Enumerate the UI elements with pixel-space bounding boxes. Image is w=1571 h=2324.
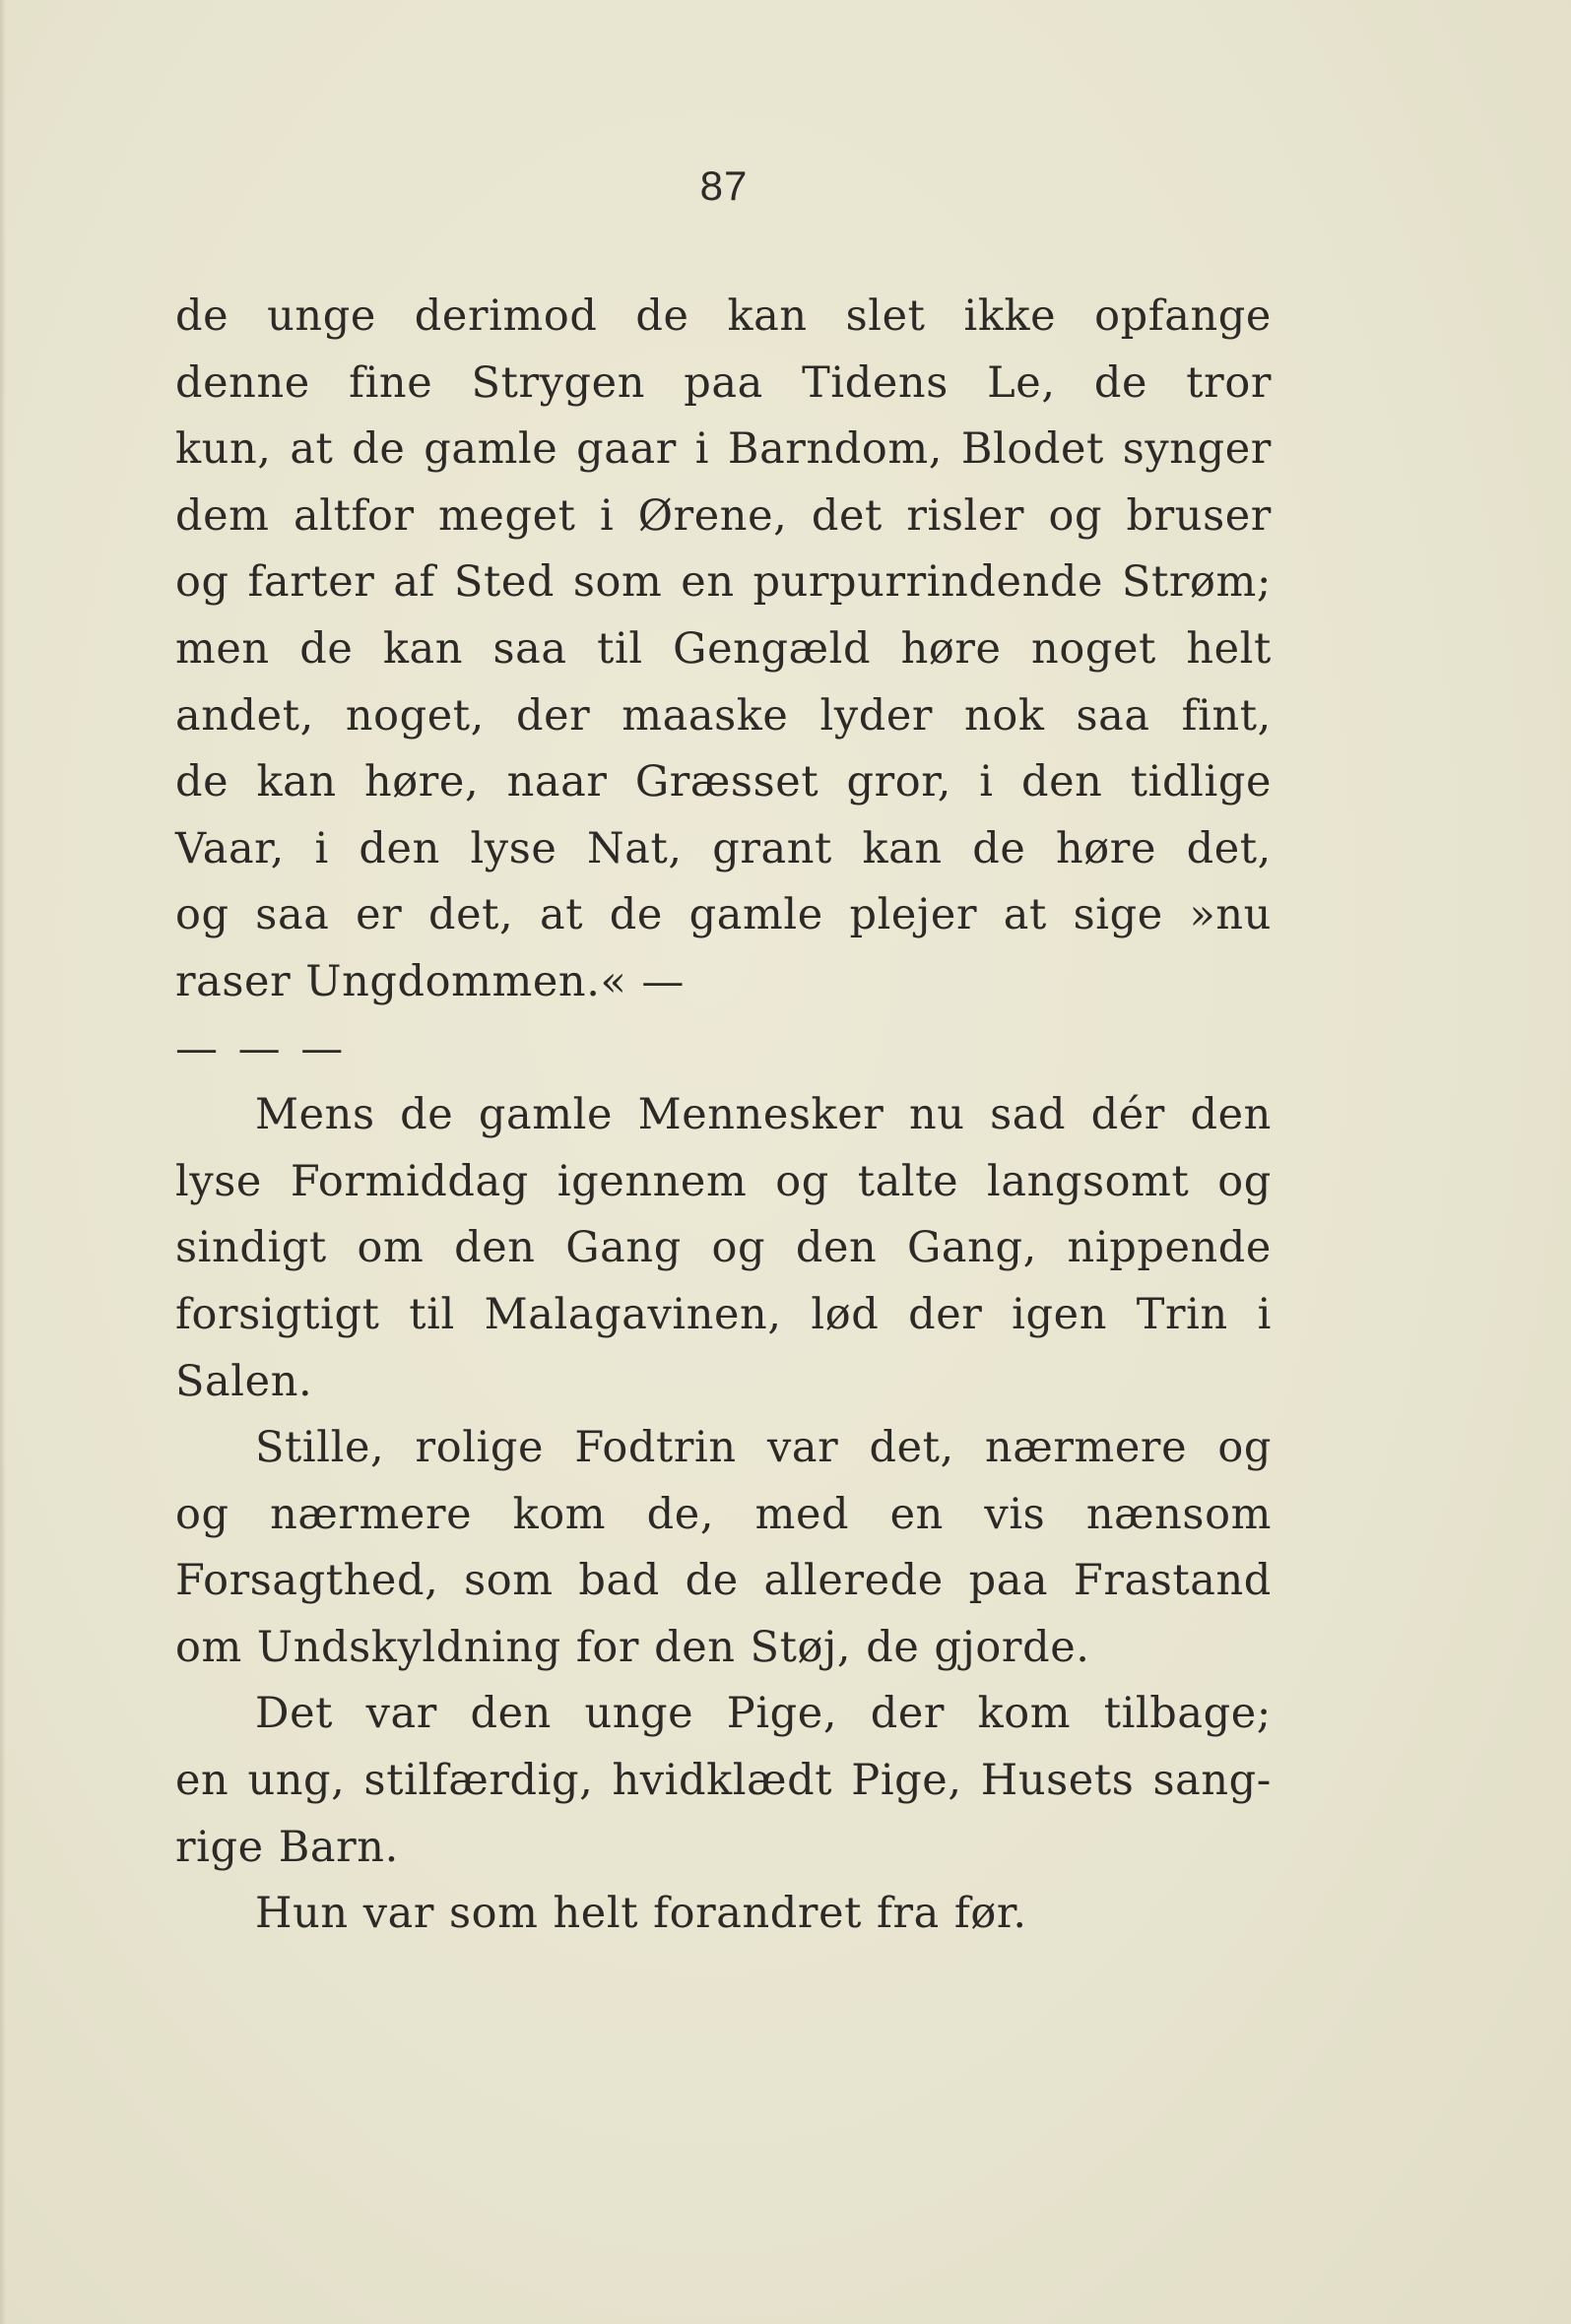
word: gamle [688, 890, 823, 940]
word: kan [382, 623, 464, 674]
text-line [175, 1881, 1272, 1948]
word: ikke [963, 291, 1057, 341]
word: som [448, 1889, 539, 1939]
word: kun, [175, 424, 272, 475]
word: Gengæld [673, 623, 872, 674]
word: dér [1090, 1090, 1165, 1140]
word: nærmere [985, 1423, 1188, 1473]
word: noget [1031, 623, 1156, 674]
word: risler [906, 490, 1025, 541]
word: vis [984, 1489, 1046, 1539]
word: forsigtigt [175, 1289, 380, 1339]
word: denne [175, 357, 310, 408]
word: slet [845, 291, 926, 341]
word: den [359, 823, 440, 873]
word: som [572, 557, 663, 608]
word: — [175, 1023, 219, 1073]
text-line [175, 882, 1272, 949]
word: de, [646, 1489, 715, 1539]
word: og [775, 1156, 829, 1206]
word: at [1003, 890, 1047, 940]
word: tidlige [1130, 757, 1272, 807]
word: Husets [980, 1756, 1135, 1806]
word: helt [1186, 623, 1272, 674]
word: i [694, 424, 710, 475]
word: nærmere [270, 1489, 473, 1539]
word: i [979, 757, 994, 807]
word: og [175, 1489, 229, 1539]
word: allerede [763, 1556, 944, 1606]
word: den [654, 1622, 736, 1672]
text-line [175, 417, 1272, 484]
word: Støj, [750, 1622, 852, 1672]
word: Tidens [802, 357, 949, 408]
word: var [766, 1423, 839, 1473]
word: — [237, 1023, 282, 1073]
word: Sted [453, 557, 556, 608]
word: der [908, 1289, 983, 1339]
text-line [175, 949, 1272, 1016]
word: andet, [175, 690, 314, 741]
word: talte [857, 1156, 959, 1206]
word: rige [175, 1822, 264, 1872]
word: bruser [1126, 490, 1272, 541]
word: det [811, 490, 883, 541]
word: høre [1056, 823, 1157, 873]
word: — [300, 1023, 344, 1073]
word: Mens [255, 1090, 375, 1140]
word: den [454, 1223, 536, 1273]
word: om [357, 1223, 425, 1273]
word: Ørene, [637, 490, 788, 541]
word: og [1217, 1423, 1272, 1473]
text-line [175, 1282, 1272, 1349]
text-line [175, 1149, 1272, 1216]
word: saa [1076, 690, 1150, 741]
word: derimod [414, 291, 598, 341]
word: og [711, 1223, 766, 1273]
word: fine [349, 357, 433, 408]
word: paa [684, 357, 763, 408]
word: men [175, 623, 270, 674]
word: lød [811, 1289, 880, 1339]
word: Nat, [587, 823, 683, 873]
word: om [175, 1622, 242, 1672]
text-line [175, 1815, 1272, 1882]
word: med [754, 1489, 850, 1539]
text-line [175, 1415, 1272, 1482]
word: synger [1122, 424, 1272, 475]
text-line [175, 1748, 1272, 1815]
word: kan [862, 823, 943, 873]
word: Gang [565, 1223, 682, 1273]
word: unge [267, 291, 376, 341]
word: høre [900, 623, 1002, 674]
word: tror [1186, 357, 1272, 408]
text-line [175, 1548, 1272, 1615]
word: som [464, 1556, 554, 1606]
word: noget, [345, 690, 485, 741]
word: fint, [1181, 690, 1272, 741]
word: Hun [255, 1889, 349, 1939]
word: og [175, 557, 229, 608]
word: til [409, 1289, 455, 1339]
page-edge-shadow [0, 0, 6, 2324]
word: gamle [478, 1090, 614, 1140]
word: igen [1012, 1289, 1107, 1339]
word: gamle [424, 424, 558, 475]
word: Barn. [278, 1822, 399, 1872]
text-line [175, 484, 1272, 550]
word: Strygen [471, 357, 645, 408]
word: af [393, 557, 436, 608]
word: »nu [1189, 890, 1272, 940]
word: Græsset [634, 757, 819, 807]
word: Salen. [175, 1356, 313, 1406]
word: Undskyldning [256, 1622, 561, 1672]
word: de [609, 890, 663, 940]
word: grant [712, 823, 832, 873]
word: det, [427, 890, 514, 940]
word: en [175, 1756, 229, 1806]
word: det, [869, 1423, 954, 1473]
text-line [175, 1082, 1272, 1149]
word: før. [953, 1889, 1027, 1939]
word: de [635, 291, 689, 341]
word: at [290, 424, 334, 475]
word: til [597, 623, 643, 674]
word: den [795, 1223, 878, 1273]
word: opfange [1094, 291, 1272, 341]
word: og [1048, 490, 1103, 541]
word: de [1093, 357, 1148, 408]
word: helt [553, 1889, 639, 1939]
word: den [1190, 1090, 1272, 1140]
word: dem [175, 490, 270, 541]
text-line [175, 1482, 1272, 1549]
word: igennem [556, 1156, 748, 1206]
word: de [299, 623, 354, 674]
word: Trin [1136, 1289, 1228, 1339]
word: Ungdommen.« [305, 956, 627, 1006]
word: ung, [247, 1756, 346, 1806]
word: der [870, 1689, 946, 1739]
text-line [175, 1016, 1272, 1083]
word: Pige, [726, 1689, 838, 1739]
word: kom [977, 1689, 1072, 1739]
word: Blodet [960, 424, 1104, 475]
word: en [889, 1489, 944, 1539]
word: tilbage; [1103, 1689, 1272, 1739]
word: det, [1186, 823, 1272, 873]
word: der [515, 690, 591, 741]
text-line [175, 1615, 1272, 1682]
word: Frastand [1073, 1556, 1272, 1606]
word: de [866, 1622, 920, 1672]
word: Barndom, [727, 424, 944, 475]
word: sad [990, 1090, 1067, 1140]
word: i [1257, 1289, 1272, 1339]
word: Forsagthed, [175, 1556, 439, 1606]
word: hvidklædt [612, 1756, 833, 1806]
word: og [175, 890, 229, 940]
word: de [972, 823, 1026, 873]
word: sindigt [175, 1223, 327, 1273]
text-line [175, 549, 1272, 616]
word: Le, [987, 357, 1056, 408]
word: paa [968, 1556, 1049, 1606]
word: var [365, 1689, 437, 1739]
word: Malagavinen, [484, 1289, 782, 1339]
word: naar [506, 757, 608, 807]
text-line [175, 284, 1272, 351]
word: nippende [1067, 1223, 1272, 1273]
word: den [470, 1689, 552, 1739]
word: en [681, 557, 735, 608]
text-line [175, 816, 1272, 883]
word: de [175, 291, 229, 341]
word: i [599, 490, 615, 541]
word: Vaar, [175, 823, 285, 873]
word: purpurrindende [753, 557, 1104, 608]
word: nænsom [1085, 1489, 1272, 1539]
word: Gang, [906, 1223, 1037, 1273]
word: Det [255, 1689, 334, 1739]
word: sang- [1152, 1756, 1272, 1806]
body-text [175, 284, 1272, 1948]
word: raser [175, 956, 292, 1006]
word: gjorde. [934, 1622, 1090, 1672]
text-line [175, 683, 1272, 750]
word: Formiddag [290, 1156, 529, 1206]
word: plejer [849, 890, 978, 940]
word: langsomt [987, 1156, 1190, 1206]
word: de [352, 424, 406, 475]
word: nok [964, 690, 1045, 741]
word: Strøm; [1121, 557, 1272, 608]
word: den [1020, 757, 1103, 807]
word: og [1217, 1156, 1272, 1206]
word: forandret [653, 1889, 862, 1939]
text-line [175, 616, 1272, 683]
word: i [314, 823, 329, 873]
word: var [362, 1889, 434, 1939]
word: Mennesker [637, 1090, 884, 1140]
word: — [641, 956, 686, 1006]
word: maaske [622, 690, 789, 741]
word: de [685, 1556, 739, 1606]
word: Pige, [851, 1756, 962, 1806]
word: nu [908, 1090, 965, 1140]
word: bad [578, 1556, 660, 1606]
word: de [400, 1090, 454, 1140]
word: sige [1073, 890, 1163, 940]
word: Stille, [255, 1423, 385, 1473]
word: saa [492, 623, 567, 674]
word: er [356, 890, 403, 940]
word: gror, [846, 757, 951, 807]
word: rolige [415, 1423, 545, 1473]
word: de [175, 757, 229, 807]
word: fra [877, 1889, 940, 1939]
page-number: 87 [699, 162, 749, 209]
text-line [175, 749, 1272, 816]
word: lyder [819, 690, 934, 741]
word: kan [256, 757, 337, 807]
word: meget [438, 490, 576, 541]
word: kom [512, 1489, 607, 1539]
word: stilfærdig, [363, 1756, 594, 1806]
word: Fodtrin [574, 1423, 737, 1473]
word: saa [255, 890, 330, 940]
word: farter [247, 557, 375, 608]
word: for [575, 1622, 640, 1672]
text-line [175, 1215, 1272, 1282]
word: lyse [470, 823, 557, 873]
word: altfor [293, 490, 415, 541]
word: at [539, 890, 584, 940]
word: kan [727, 291, 808, 341]
text-line [175, 1349, 1272, 1416]
word: unge [584, 1689, 694, 1739]
word: høre, [364, 757, 480, 807]
text-line [175, 351, 1272, 418]
word: gaar [576, 424, 677, 475]
word: lyse [175, 1156, 262, 1206]
text-line [175, 1681, 1272, 1748]
